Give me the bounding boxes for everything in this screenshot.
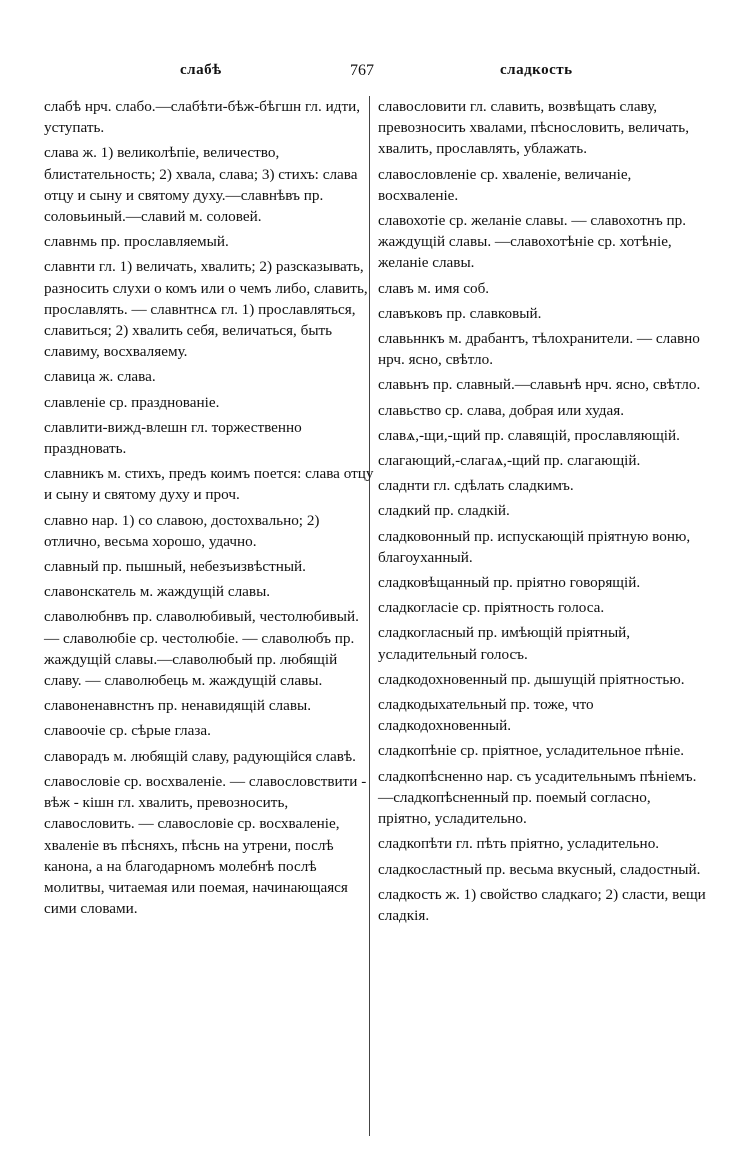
dictionary-entry: славица ж. слава. bbox=[44, 368, 156, 386]
dictionary-entry: славѧ,-щи,-щий пр. славящій, прославляющій. bbox=[378, 426, 680, 444]
dictionary-entry: сладкосластный пр. весьма вкусный, сладостный. bbox=[378, 860, 701, 878]
dictionary-entry: сладкогласный пр. имѣющій пріятный, усладительный голосъ. bbox=[378, 624, 631, 663]
dictionary-entry: сладкопѣніе ср. пріятное, усладительное пѣніе. bbox=[378, 742, 685, 760]
dictionary-entry: славъковъ пр. славковый. bbox=[378, 304, 542, 322]
dictionary-entry: слава ж. 1) великолѣпіе, величество, блистательность; 2) хвала, слава; 3) стихъ: слава отцу и сыну и святому духу.—славнѣвъ пр. соловьиный.—славий м. соловей. bbox=[44, 144, 358, 226]
dictionary-entry: славъ м. имя соб. bbox=[378, 279, 490, 297]
page-number: 767 bbox=[350, 62, 374, 79]
dictionary-entry: славорадъ м. любящій славу, радующійся славѣ. bbox=[44, 747, 356, 765]
dictionary-entry: славникъ м. стихъ, предъ коимъ поется: слава отцу и сыну и святому духу и проч. bbox=[44, 465, 374, 504]
dictionary-entry: славонскатель м. жаждущій славы. bbox=[44, 583, 271, 601]
dictionary-entry: славлити-вижд-влешн гл. торжественно праздновать. bbox=[44, 418, 302, 458]
dictionary-entry: славословіе ср. восхваленіе. — славословствити - вѣж - кішн гл. хвалить, превозносить, славословить. — славословіе ср. восхваленіе, хваленіе въ пѣсняхъ, пѣснь на утрени, послѣ канона, а на благодарномъ молебнѣ послѣ молитвы, читаемая или поемая, начинающаяся сими словами. bbox=[44, 772, 367, 918]
page-header bbox=[40, 62, 720, 84]
dictionary-entry: сладкопѣсненно нар. съ усадительнымъ пѣніемъ.—сладкопѣсненный пр. поемый согласно, пріятно, усладительно. bbox=[378, 767, 697, 828]
dictionary-entry: славно нар. 1) со славою, достохвально; 2) отлично, весьма хорошо, удачно. bbox=[44, 511, 320, 550]
dictionary-entry: сладнти гл. сдѣлать сладкимъ. bbox=[378, 477, 574, 495]
dictionary-entry: сладкодохновенный пр. дышущій пріятностью. bbox=[378, 670, 685, 688]
dictionary-entry: славолюбнвъ пр. славолюбивый, честолюбивый. — славолюбіе ср. честолюбіе. — славолюбъ пр. жаждущій славы.—славолюбый пр. любящій славу. — славолюбець м. жаждущій славы. bbox=[44, 608, 359, 690]
dictionary-entry: славоочіе ср. сѣрые глаза. bbox=[44, 722, 211, 740]
dictionary-entry: сладкогласіе ср. пріятность голоса. bbox=[378, 599, 605, 617]
dictionary-entry: славьннкъ м. драбантъ, тѣлохранители. — славно нрч. ясно, свѣтло. bbox=[378, 330, 700, 369]
dictionary-entry: славословленіе ср. хваленіе, величаніе, восхваленіе. bbox=[378, 165, 632, 204]
dictionary-entry: сладкодыхательный пр. тоже, что сладкодохновенный. bbox=[378, 696, 594, 735]
running-head-right: сладкость bbox=[500, 62, 573, 78]
dictionary-entry: сладкопѣти гл. пѣть пріятно, усладительно. bbox=[378, 835, 660, 853]
dictionary-entry: сладковонный пр. испускающій пріятную воню, благоуханный. bbox=[378, 527, 691, 566]
running-head-left: слабѣ bbox=[180, 62, 222, 78]
dictionary-entry: славоненавнстнъ пр. ненавидящій славы. bbox=[44, 697, 312, 715]
dictionary-entry: сладкость ж. 1) свойство сладкаго; 2) сласти, вещи сладкія. bbox=[378, 885, 706, 924]
dictionary-entry: сладковѣщанный пр. пріятно говорящій. bbox=[378, 574, 641, 592]
dictionary-entry: славьство ср. слава, добрая или худая. bbox=[378, 401, 624, 419]
dictionary-entry: слагающий,-слагаѧ,-щий пр. слагающій. bbox=[378, 452, 641, 470]
dictionary-entry: сладкий пр. сладкій. bbox=[378, 502, 510, 520]
right-column bbox=[378, 96, 706, 930]
left-column bbox=[44, 96, 374, 923]
dictionary-entry: славнмь пр. прославляемый. bbox=[44, 233, 229, 251]
dictionary-entry: славленіе ср. празднованіе. bbox=[44, 393, 220, 411]
dictionary-entry: славный пр. пышный, небезъизвѣстный. bbox=[44, 558, 306, 576]
dictionary-entry: слабѣ нрч. слабо.—слабѣти-бѣж-бѣгшн гл. идти, уступать. bbox=[44, 98, 361, 137]
dictionary-entry: славохотіе ср. желаніе славы. — славохотнъ пр. жаждущій славы. —славохотѣніе ср. хотѣніе, желаніе славы. bbox=[378, 212, 687, 272]
dictionary-entry: славьнъ пр. славный.—славьнѣ нрч. ясно, свѣтло. bbox=[378, 376, 701, 394]
dictionary-entry: славословити гл. славить, возвѣщать славу, превозносить хвалами, пѣснословить, величать, хвалить, прославлять, ублажать. bbox=[378, 98, 690, 158]
dictionary-entry: славнти гл. 1) величать, хвалить; 2) разсказывать, разносить слухи о комъ или о чемъ либо, славить, прославлять. — славнтнсѧ гл. 1) прославляться, славиться; 2) хвалить себя, величаться, быть славиму, восхваляему. bbox=[44, 258, 368, 361]
